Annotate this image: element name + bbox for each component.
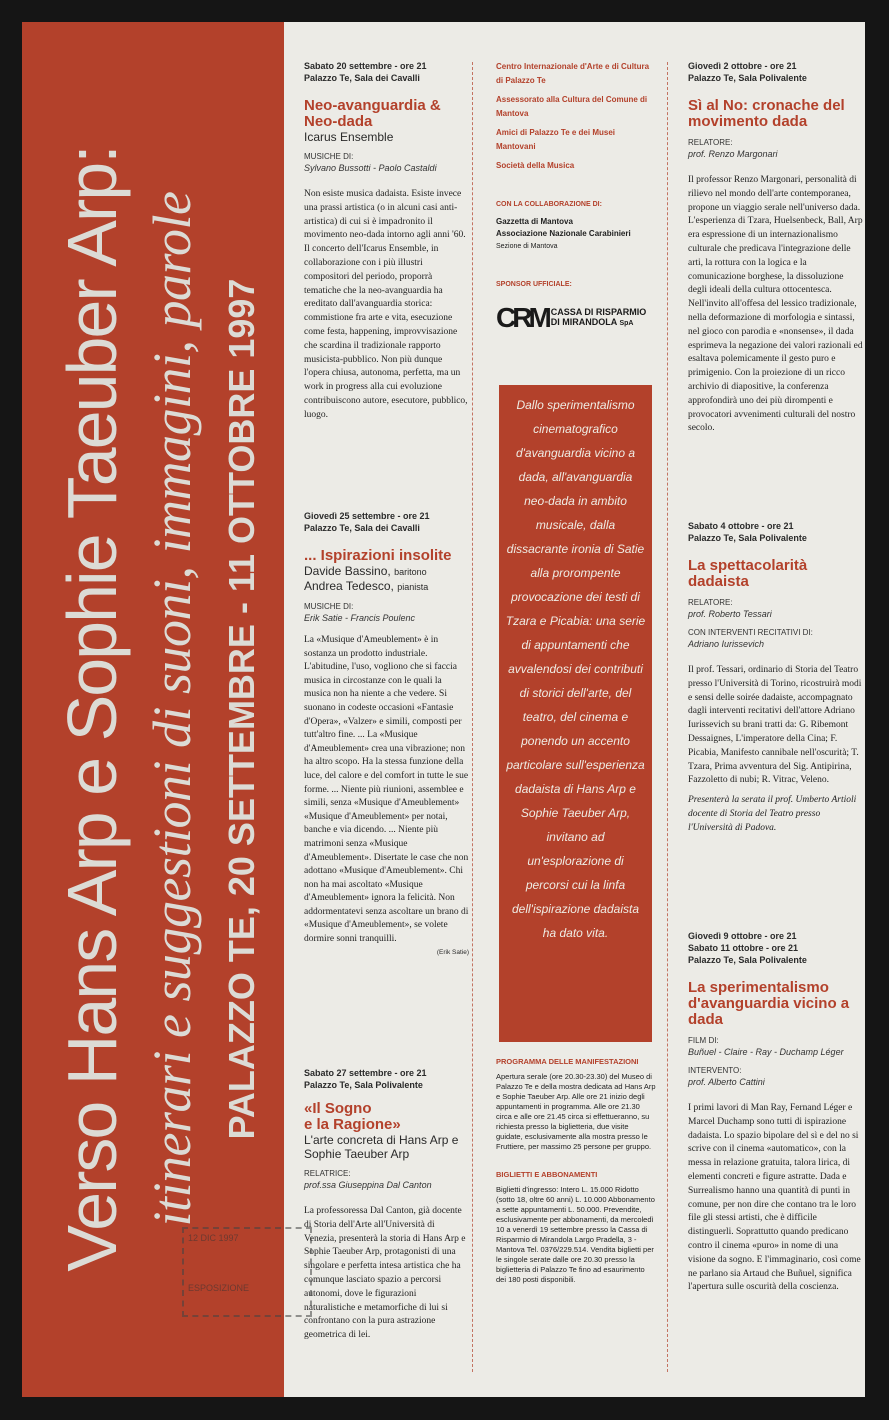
event-venue: Palazzo Te, Sala dei Cavalli	[304, 73, 420, 83]
event-label: RELATRICE:	[304, 1169, 351, 1178]
event-body: I primi lavori di Man Ray, Fernand Léger e Marcel Duchamp sono tutti di ispirazione dadaista. Lo spazio bipolare del sì e del no si scrive con il cinema «automatico», con la messa in relazione gratuita, talora lirica, di elementi concreti e figure astratte. Dada e Surrealismo hanno una quantità di punti in comune, per non dire che contano tra le loro file gli stessi artisti, che è difficile distinguerli. Soprattutto quando predicano contro il cinema «puro» in nome di una visione da sogno. E l'immaginario, così come ne parlano sia Artaud che Buñuel, significa l'apertura sulle oscurità della coscienza.	[688, 1103, 861, 1293]
organizer: Assessorato alla Cultura del Comune di Mantova	[496, 95, 648, 118]
event-names: prof. Roberto Tessari	[688, 609, 772, 619]
collab-label: CON LA COLLABORAZIONE DI:	[496, 200, 602, 208]
event-label: RELATORE:	[688, 598, 733, 607]
event-performer: Davide Bassino, baritono	[304, 564, 427, 578]
poster-subtitle: itinerari e suggestioni di suoni, immagini, parole	[142, 191, 202, 1227]
program-label: PROGRAMMA DELLE MANIFESTAZIONI	[496, 1057, 639, 1066]
intro-box: Dallo sperimentalismo cinematografico d'avanguardia vicino a dada, all'avanguardia neo-dada in ambito musicale, dalla dissacrante ironia di Satie alla prorompente provocazione dei testi di Tzara e Picabia: una serie di appuntamenti che avvalendosi dei contributi di storici dell'arte, del teatro, del cinema e ponendo un accento particolare sull'esperienza dadaista di Hans Arp e Sophie Taeuber Arp, invitano ad un'esplorazione di percorsi cui la linfa dell'ispirazione dadaista ha dato vita.	[499, 385, 652, 1042]
event-spettacolarita	[688, 520, 863, 836]
crm-logo-icon: CRM	[496, 301, 548, 333]
event-body: Non esiste musica dadaista. Esiste invece una prassi artistica (o in alcuni casi anti-artistica) di cui si è impadronito il movimento neo-dada intorno agli anni '60. Il concerto dell'Icarus Ensemble, in collaborazione con i più illustri compositori del periodo, proporrà tematiche che la neo-avanguardia ha ereditato dall'avanguardia storica: commistione fra arte e vita, esecuzione come festa, happening, improvvisazione che scardina il tradizionale rapporto musicista-pubblico. Non più dunque l'opera chiusa, autonoma, perfetta, ma un work in progress alla cui evoluzione contribuiscono autore, esecutore, pubblico, luogo.	[304, 189, 468, 420]
column-divider	[667, 62, 668, 1372]
event-date: Sabato 11 ottobre - ore 21	[688, 943, 799, 953]
poster-title: Verso Hans Arp e Sophie Taeuber Arp:	[53, 146, 131, 1272]
organizer: Centro Internazionale d'Arte e di Cultura di Palazzo Te	[496, 62, 650, 85]
event-label: CON INTERVENTI RECITATIVI DI:	[688, 628, 813, 637]
archive-stamp: 12 DIC 1997 ESPOSIZIONE	[182, 1227, 312, 1317]
event-date: Sabato 20 settembre - ore 21	[304, 61, 427, 71]
event-date: Giovedì 9 ottobre - ore 21	[688, 931, 797, 941]
event-venue: Palazzo Te, Sala Polivalente	[688, 533, 807, 543]
program-body: Apertura serale (ore 20.30-23.30) del Museo di Palazzo Te e della mostra dedicata ad Hans Arp e Sophie Taeuber Arp. Alle ore 21 inizio degli appuntamenti in programma. Alle ore 21.30 circa e alle ore 21.45 circa si effettueranno, su richiesta presso la biglietteria, due visite guidate, esclusivamente alla mostra presso le Fruttiere, per massimo 25 persone per gruppo.	[496, 1072, 656, 1151]
event-si-al-no	[688, 60, 863, 436]
event-label: MUSICHE DI:	[304, 602, 354, 611]
event-names: Sylvano Bussotti - Paolo Castaldi	[304, 163, 437, 173]
event-label: MUSICHE DI:	[304, 152, 354, 161]
event-names: prof.ssa Giuseppina Dal Canton	[304, 1180, 432, 1190]
event-label: FILM DI:	[688, 1036, 719, 1045]
event-body: La professoressa Dal Canton, già docente di Storia dell'Arte all'Università di Venezia, presenterà la storia di Hans Arp e Sophie Taeuber Arp, protagonisti di una singolare e perfetta intesa artistica che ha comunque lasciato spazio a percorsi autonomi, dove le figurazioni naturalistiche e metamorfiche di lui si confrontano con la pura astrazione geometrica di lei.	[304, 1206, 466, 1341]
event-title: «Il Sogno e la Ragione»	[304, 1100, 401, 1133]
event-venue: Palazzo Te, Sala dei Cavalli	[304, 523, 420, 533]
event-body: Il professor Renzo Margonari, personalità di rilievo nel mondo dell'arte contemporanea, propone un viaggio serale nell'universo dada. L'esperienza di Tzara, Huelsenbeck, Ball, Arp era espressione di un internazionalismo culturale che predicava l'integrazione delle arti, la rottura con la logica e la comunicazione borghese, la dissoluzione degli ideali della cultura ottocentesca. Nell'invito all'offesa del lessico tradizionale, nella deformazione di morfologia e sintassi, nel gioco con parodia e «nonsense», il dada esprimeva la negazione dei valori razionali ed esaltava polemicamente il gesto puro e primigenio. Con la proiezione di un ricco archivio di diapositive, la conferenza approfondirà uno dei più dirompenti e provocatori avvenimenti culturali del nostro secolo.	[688, 175, 863, 434]
event-label: INTERVENTO:	[688, 1066, 742, 1075]
event-neo-dada	[304, 60, 469, 423]
sponsor-logo: CRM CASSA DI RISPARMIO DI MIRANDOLA SpA	[496, 301, 647, 333]
event-venue: Palazzo Te, Sala Polivalente	[688, 955, 807, 965]
event-date: Sabato 4 ottobre - ore 21	[688, 521, 794, 531]
title-band	[22, 22, 284, 1397]
event-performer: Icarus Ensemble	[304, 130, 394, 144]
sponsor-label: SPONSOR UFFICIALE:	[496, 280, 572, 288]
event-title: Neo-avanguardia & Neo-dada	[304, 97, 441, 130]
event-signature: (Erik Satie)	[436, 948, 469, 956]
event-date: Giovedì 2 ottobre - ore 21	[688, 61, 797, 71]
event-title: La sperimentalismo d'avanguardia vicino a dada	[688, 979, 850, 1028]
event-performer: Andrea Tedesco, pianista	[304, 579, 429, 593]
event-label: RELATORE:	[688, 138, 733, 147]
program-info	[496, 1057, 656, 1285]
event-sperimentalismo	[688, 930, 863, 1295]
poster-dates: PALAZZO TE, 20 SETTEMBRE - 11 OTTOBRE 1997	[221, 278, 262, 1140]
event-venue: Palazzo Te, Sala Polivalente	[688, 73, 807, 83]
event-date: Giovedì 25 settembre - ore 21	[304, 511, 430, 521]
event-sogno	[304, 1067, 469, 1343]
organizer: Amici di Palazzo Te e dei Musei Mantovani	[496, 128, 615, 151]
event-date: Sabato 27 settembre - ore 21	[304, 1068, 427, 1078]
event-note: Presenterà la serata il prof. Umberto Artioli docente di Storia del Teatro presso l'Università di Padova.	[688, 795, 857, 833]
tickets-label: BIGLIETTI E ABBONAMENTI	[496, 1170, 598, 1179]
poster-sheet	[22, 22, 865, 1397]
event-title: ... Ispirazioni insolite	[304, 547, 452, 564]
event-names: Adriano Iurissevich	[688, 639, 765, 649]
event-venue: Palazzo Te, Sala Polivalente	[304, 1080, 423, 1090]
event-names: Erik Satie - Francis Poulenc	[304, 613, 416, 623]
collaborator: Gazzetta di Mantova Associazione Nazionale Carabinieri Sezione di Mantova	[496, 216, 631, 250]
column-divider	[472, 62, 473, 1372]
event-title: Sì al No: cronache del movimento dada	[688, 97, 845, 130]
event-body: Il prof. Tessari, ordinario di Storia del Teatro presso l'Università di Torino, ricostruirà modi e sensi delle soirée dadaiste, accompagnato dagli interventi recitativi dell'attore Adriano Iurissevich su brani tratti da: G. Ribemont Dessaignes, L'imperatore della Cina; F. Picabia, Manifesto cannibale nell'oscurità; T. Tzara, Prima avventura del Sig. Antipirina, Fazzoletto di nubi; R. Vitrac, Veleno.	[688, 665, 862, 786]
tickets-body: Biglietti d'ingresso: Intero L. 15.000 Ridotto (sotto 18, oltre 60 anni) L. 10.000 Abbonamento a sette appuntamenti L. 50.000. Prevendite, esclusivamente per abbonamenti, da mercoledì 10 a venerdì 19 settembre presso la Cassa di Risparmio di Mirandola Largo Pradella, 3 - Mantova Tel. 0376/229.514. Vendita biglietti per le singole serate dalle ore 20.30 presso la biglietteria di Palazzo Te fino ad esaurimento dei 180 posti disponibili.	[496, 1185, 655, 1284]
event-body: La «Musique d'Ameublement» è in sostanza un prodotto industriale. L'abitudine, l'uso, vogliono che si faccia musica in circostanze con le quali la musica non ha niente a che vedere. Si suonano in codeste occasioni «Fantasie d'Opera», «Valzer» e simili, composti per tutt'altro fine. ... La «Musique d'Ameublement» crea una vibrazione; non ha altro scopo. Ha la stessa funzione della luce, del calore e del comfort in tutte le sue forme. ... Niente più riunioni, assemblee e simili, senza «Musique d'Ameublement» «Musique d'Ameublement» per notai, banche e via dicendo. ... Niente più matrimoni senza «Musique d'Ameublement». Disertate le case che non adottano «Musique d'Ameublement». Chi non ha mai ascoltato «Musique d'Ameublement» ignora la felicità. Non addormentatevi senza ascoltare un brano di «Musique d'Ameublement», se volete dormire sonni tranquilli.	[304, 635, 469, 945]
event-title: La spettacolarità dadaista	[688, 557, 808, 590]
event-names: Buñuel - Claire - Ray - Duchamp Léger	[688, 1047, 844, 1057]
event-names: prof. Alberto Cattini	[688, 1077, 765, 1087]
event-subtitle: L'arte concreta di Hans Arp e Sophie Taeuber Arp	[304, 1133, 459, 1161]
event-ispirazioni	[304, 510, 469, 956]
organizers	[496, 60, 656, 334]
event-names: prof. Renzo Margonari	[688, 149, 778, 159]
organizer: Società della Musica	[496, 161, 575, 170]
